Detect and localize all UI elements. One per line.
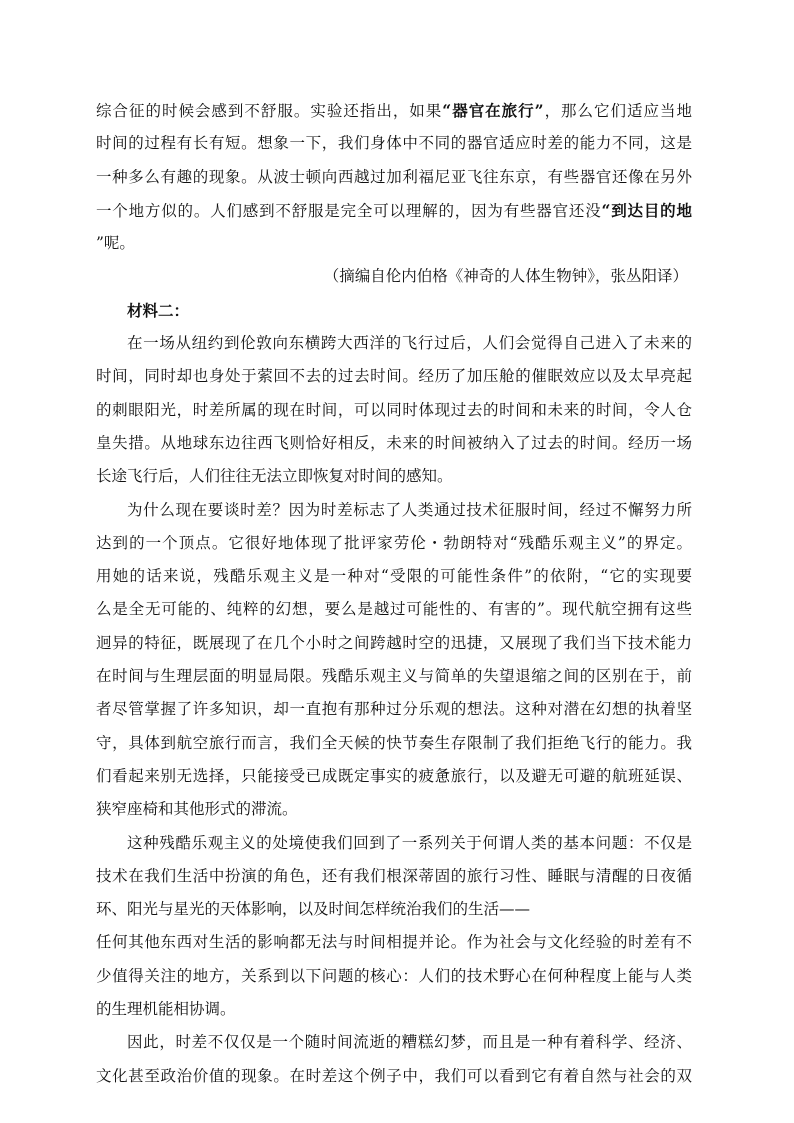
passage-line: 为什么现在要谈时差？因为时差标志了人类通过技术征服时间，经过不懈努力所 — [127, 500, 692, 519]
passage-line: ”呢。 — [96, 234, 135, 253]
passage-line: 技术在我们生活中扮演的角色，还有我们根深蒂固的旅行习性、睡眠与清醒的日夜循 — [96, 866, 692, 885]
passage-line: 皇失措。从地球东边往西飞则恰好相反，未来的时间被纳入了过去的时间。经历一场 — [96, 433, 692, 452]
text-span: 综合征的时候会感到不舒服。实验还指出，如果 — [96, 102, 443, 120]
passage-line: 么是全无可能的、纯粹的幻想，要么是越过可能性的、有害的”。现代航空拥有这些 — [96, 600, 692, 619]
passage-line: 者尽管掌握了许多知识，却一直抱有那种过分乐观的想法。这种对潜在幻想的执着坚 — [96, 700, 692, 719]
passage-line: 时间的过程有长有短。想象一下，我们身体中不同的器官适应时差的能力不同，这是 — [96, 134, 692, 153]
text-span: ，那么它们适应当地 — [543, 102, 692, 120]
passage-line: 达到的一个顶点。它很好地体现了批评家劳伦・勃朗特对“残酷乐观主义”的界定。 — [96, 533, 692, 552]
passage-line: 们看起来别无选择，只能接受已成既定事实的疲惫旅行，以及避无可避的航班延误、 — [96, 766, 692, 785]
passage-line: 一种多么有趣的现象。从波士顿向西越过加利福尼亚飞往东京，有些器官还像在另外 — [96, 167, 692, 186]
passage-line: 守，具体到航空旅行而言，我们全天候的快节奏生存限制了我们拒绝飞行的能力。我 — [96, 733, 692, 752]
passage-line — [96, 194, 692, 227]
source-citation: （摘编自伦内伯格《神奇的人体生物钟》，张丛阳译） — [323, 267, 688, 286]
passage-line: 狭窄座椅和其他形式的滞流。 — [96, 800, 298, 819]
passage-line: 少值得关注的地方，关系到以下问题的核心：人们的技术野心在何种程度上能与人类 — [96, 966, 692, 985]
passage-line: 文化甚至政治价值的现象。在时差这个例子中，我们可以看到它有着自然与社会的双 — [96, 1066, 692, 1085]
passage-line: 长途飞行后，人们往往无法立即恢复对时间的感知。 — [96, 467, 453, 486]
bold-quote: “到达目的地 — [601, 200, 692, 220]
passage-line: 环、阳光与星光的天体影响，以及时间怎样统治我们的生活—— — [96, 900, 531, 919]
text-span: 一个地方似的。人们感到不舒服是完全可以理解的，因为有些器官还没 — [96, 201, 602, 220]
passage-line — [96, 94, 692, 127]
passage-line: 的生理机能相协调。 — [96, 1000, 236, 1019]
passage-line: 的刺眼阳光，时差所属的现在时间，可以同时体现过去的时间和未来的时间，令人仓 — [96, 400, 692, 419]
passage-line: 因此，时差不仅仅是一个随时间流逝的糟糕幻梦，而且是一种有着科学、经济、 — [127, 1033, 692, 1052]
passage-line: 在时间与生理层面的明显局限。残酷乐观主义与简单的失望退缩之间的区别在于，前 — [96, 667, 692, 686]
material-heading: 材料二： — [127, 300, 190, 320]
passage-body — [96, 94, 692, 1093]
bold-quote: “器官在旅行” — [442, 101, 544, 120]
passage-line: 任何其他东西对生活的影响都无法与时间相提并论。作为社会与文化经验的时差有不 — [96, 933, 692, 952]
passage-line: 迥异的特征，既展现了在几个小时之间跨越时空的迅捷，又展现了我们当下技术能力 — [96, 633, 692, 652]
passage-line: 在一场从纽约到伦敦向东横跨大西洋的飞行过后，人们会觉得自己进入了未来的 — [127, 334, 692, 353]
passage-line: 时间，同时却也身处于萦回不去的过去时间。经历了加压舱的催眠效应以及太早亮起 — [96, 367, 692, 386]
passage-line: 这种残酷乐观主义的处境使我们回到了一系列关于何谓人类的基本问题：不仅是 — [127, 833, 692, 852]
passage-line: 用她的话来说，残酷乐观主义是一种对“受限的可能性条件”的依附，“它的实现要 — [96, 567, 692, 586]
